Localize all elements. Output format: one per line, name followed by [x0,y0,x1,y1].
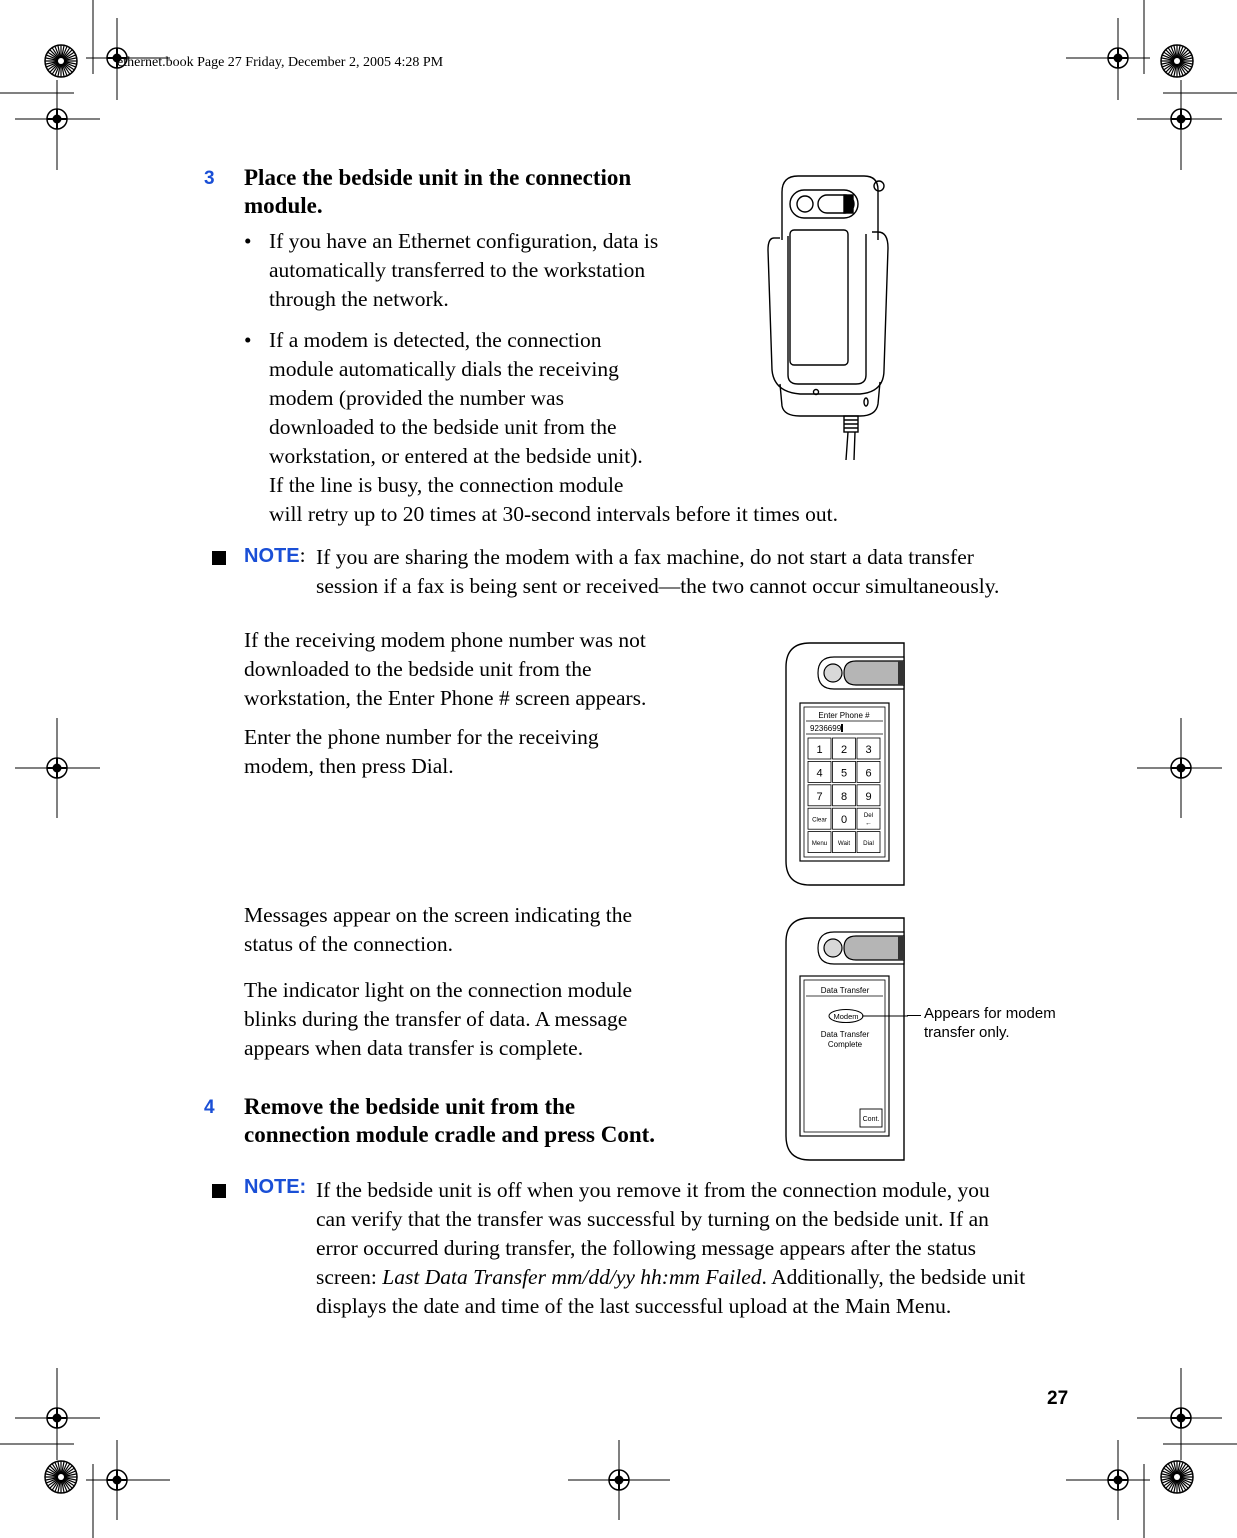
text-cursor [841,724,843,732]
para-line: downloaded to the bedside unit from the [244,657,592,681]
cont-button-label: Cont. [862,1116,880,1123]
bullet-line: modem (provided the number was [269,386,564,410]
connection-module-illustration [760,170,900,460]
step-4-title-line: connection module cradle and press Cont. [244,1122,656,1147]
step-3-title-line: module. [244,193,323,218]
bullet-line: through the network. [269,287,449,311]
backspace-arrow-icon: ← [865,820,872,828]
keypad-key-label: 3 [865,744,872,756]
step-4-title-line: Remove the bedside unit from the [244,1094,576,1119]
keypad-key-label: 2 [840,744,848,756]
para-line: Messages appear on the screen indicating the [244,903,633,927]
transfer-screen-title: Data Transfer [820,986,870,995]
step-3-number: 3 [204,168,215,189]
callout-line: Appears for modem [924,1005,1056,1022]
page-number: 27 [1047,1388,1069,1409]
bullet-line: workstation, or entered at the bedside unit). [269,444,643,468]
para-line: If the receiving modem phone number was not [244,628,646,652]
note-line-prefix: screen: [316,1265,383,1289]
keypad-key-label: 5 [840,767,848,780]
keypad-key-label: Menu [811,840,828,848]
callout-line: transfer only. [924,1024,1010,1041]
keypad-key-label: 4 [816,767,823,780]
note-marker [212,1184,226,1198]
note-2-text [316,1176,1025,1321]
modem-badge: Modem [833,1012,859,1021]
keypad-key-label: 8 [840,790,848,803]
para-line: modem, then press Dial. [244,754,454,778]
note-line: can verify that the transfer was successful by turning on the bedside unit. If an [316,1207,989,1231]
bullet-line: If you have an Ethernet configuration, data is [269,229,659,253]
note-label-text: NOTE [244,545,300,567]
para-line: status of the connection. [244,932,453,956]
transfer-status-line-2: Complete [827,1040,863,1049]
phone-para-1 [244,626,646,713]
keypad-key-label: 1 [816,744,823,756]
modem-callout [924,1004,1056,1042]
keypad-key-label: 9 [865,790,872,803]
note-separator: : [299,543,306,567]
note-label [244,543,306,568]
keypad-key-label: 0 [840,814,848,827]
note-1-text [316,543,999,601]
note-line: displays the date and time of the last successful upload at the Main Menu. [316,1294,952,1318]
keypad-key-label: Dial [863,840,874,848]
note-line: session if a fax is being sent or received—the two cannot occur simultaneously. [316,574,1000,598]
step-4-number: 4 [204,1097,215,1118]
transfer-status-line-1: Data Transfer [820,1030,870,1039]
note-line [316,1263,1025,1292]
bullet-dot: • [244,328,252,352]
para-line: blinks during the transfer of data. A message [244,1007,628,1031]
bullet-line: If a modem is detected, the connection [269,328,602,352]
note-line: error occurred during transfer, the following message appears after the status [316,1236,977,1260]
note-marker [212,551,226,565]
bullet-dot: • [244,229,252,253]
keypad [808,738,880,853]
keypad-key-label: Wait [837,840,851,848]
bullet-line: If the line is busy, the connection module [269,473,624,497]
note-2-label: NOTE: [244,1176,307,1198]
bullet-line: downloaded to the bedside unit from the [269,415,617,439]
para-line: Enter the phone number for the receiving [244,725,599,749]
step-3-title-line: Place the bedside unit in the connection [244,165,632,190]
book-header: ethernet.book Page 27 Friday, December 2, 2005 4:28 PM [117,55,444,70]
para-line: workstation, the Enter Phone # screen appears. [244,686,647,710]
phone-entry-value: 9236699 [810,724,842,733]
status-para-2 [244,976,632,1063]
phone-para-2 [244,723,599,781]
para-line: appears when data transfer is complete. [244,1036,584,1060]
status-para-1 [244,901,632,959]
note-line: If you are sharing the modem with a fax machine, do not start a data transfer [316,545,974,569]
keypad-key-label: Del [863,812,874,820]
bullet-line: automatically transferred to the workstation [269,258,646,282]
callout-leader [907,1015,921,1016]
step-4-title [244,1093,655,1149]
data-transfer-device-illustration [784,916,908,1162]
step-3-title [244,164,694,220]
failed-message: Last Data Transfer mm/dd/yy hh:mm Failed [382,1265,762,1289]
bullet-line: will retry up to 20 times at 30-second intervals before it times out. [269,502,839,526]
bullet-line: module automatically dials the receiving [269,357,619,381]
para-line: The indicator light on the connection module [244,978,633,1002]
note-line: If the bedside unit is off when you remove it from the connection module, you [316,1178,990,1202]
keypad-key-label: Clear [812,816,827,824]
enter-phone-device-illustration [784,641,908,887]
keypad-key-label: 7 [816,790,823,803]
keypad-key-label: 6 [865,767,872,780]
note-line-suffix: . Additionally, the bedside unit [761,1265,1026,1289]
keypad-screen-title: Enter Phone # [818,711,870,720]
